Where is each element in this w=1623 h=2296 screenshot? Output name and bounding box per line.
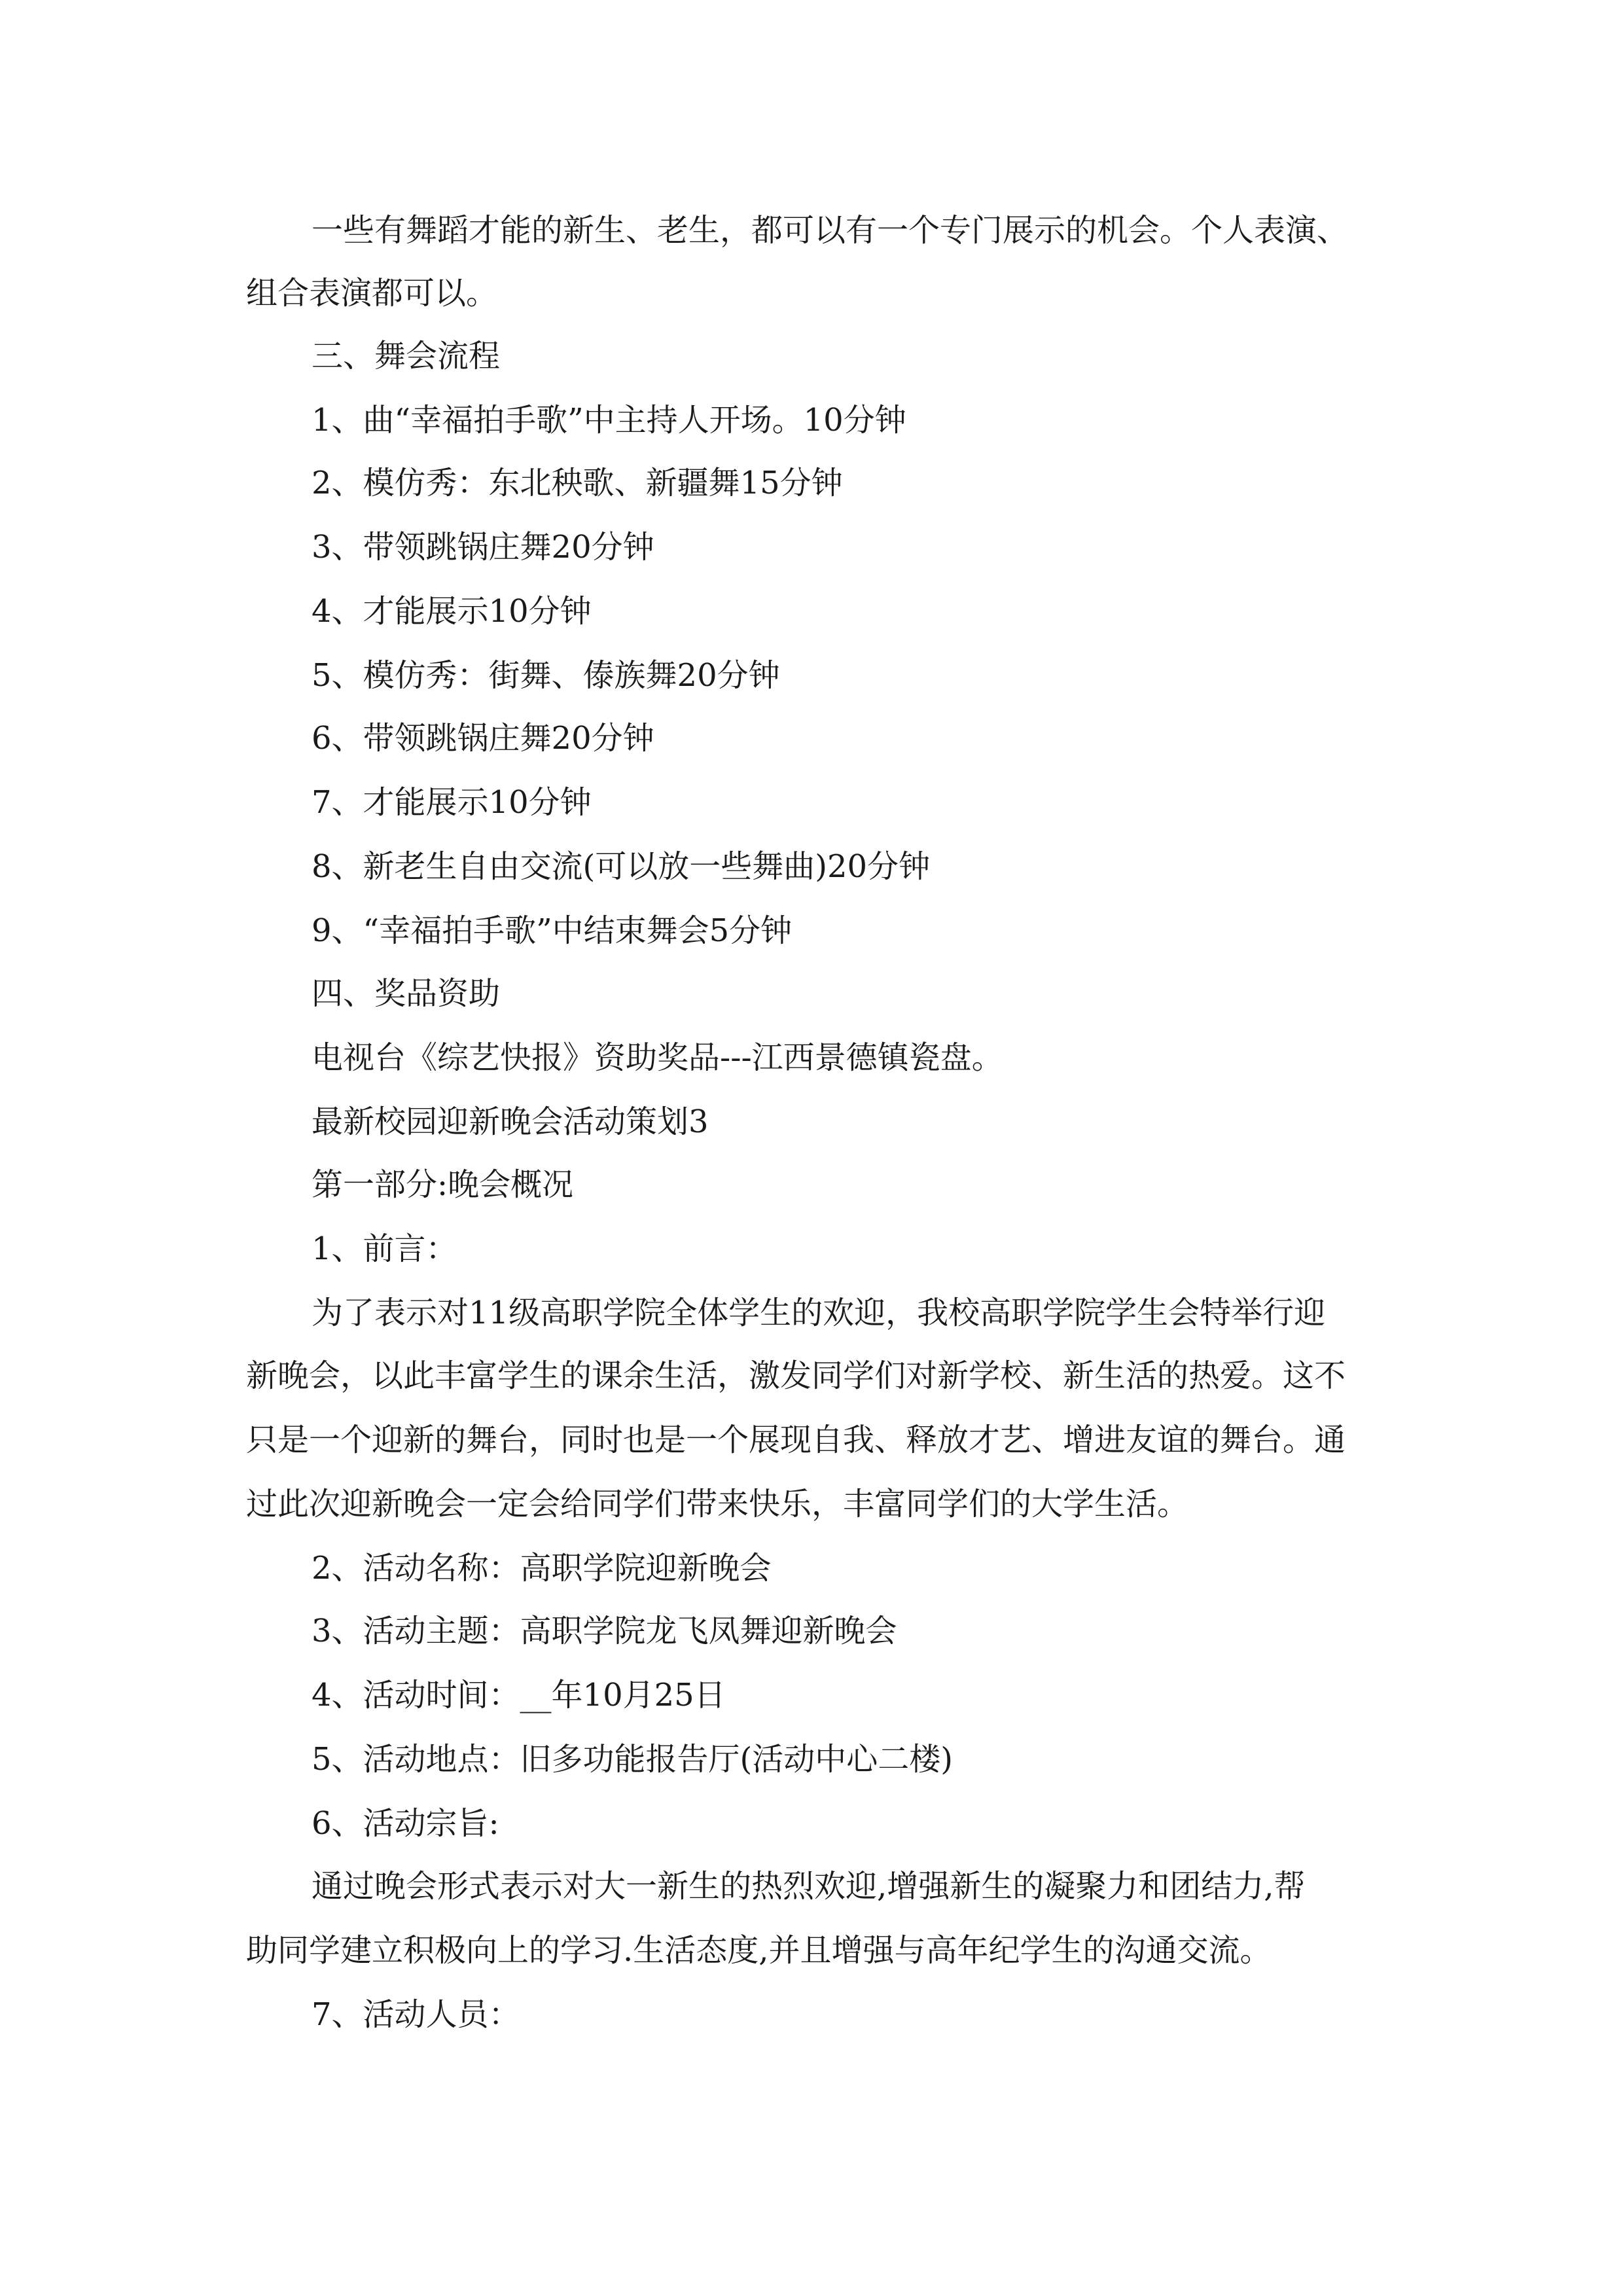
paragraph-line: 一些有舞蹈才能的新生、老生，都可以有一个专门展示的机会。个人表演、 [312, 212, 1349, 249]
paragraph-line: 过此次迎新晚会一定会给同学们带来快乐，丰富同学们的大学生活。 [246, 1486, 1189, 1522]
paragraph-line: 电视台《综艺快报》资助奖品---江西景德镇瓷盘。 [312, 1039, 1003, 1076]
section-heading: 三、舞会流程 [312, 338, 501, 374]
paragraph-line: 只是一个迎新的舞台，同时也是一个展现自我、释放才艺、增进友谊的舞台。通 [246, 1422, 1346, 1458]
list-item: 4、活动时间：__年10月25日 [312, 1677, 726, 1713]
document-title: 最新校园迎新晚会活动策划3 [312, 1103, 709, 1140]
list-item: 6、活动宗旨: [312, 1805, 499, 1842]
paragraph-line: 助同学建立积极向上的学习.生活态度,并且增强与高年纪学生的沟通交流。 [246, 1932, 1272, 1969]
list-item: 3、活动主题：高职学院龙飞凤舞迎新晚会 [312, 1613, 897, 1649]
list-item: 3、带领跳锅庄舞20分钟 [312, 529, 654, 565]
list-item: 8、新老生自由交流(可以放一些舞曲)20分钟 [312, 848, 931, 885]
list-item: 6、带领跳锅庄舞20分钟 [312, 720, 654, 757]
section-heading: 四、奖品资助 [312, 975, 501, 1012]
paragraph-line: 新晚会，以此丰富学生的课余生活，激发同学们对新学校、新生活的热爱。这不 [246, 1357, 1346, 1394]
paragraph-line: 为了表示对11级高职学院全体学生的欢迎，我校高职学院学生会特举行迎 [312, 1295, 1326, 1331]
list-item: 7、活动人员： [312, 1996, 520, 2033]
list-item: 4、才能展示10分钟 [312, 593, 592, 630]
list-item: 9、“幸福拍手歌”中结束舞会5分钟 [312, 912, 793, 949]
list-item: 1、曲“幸福拍手歌”中主持人开场。10分钟 [312, 402, 906, 439]
list-item: 1、前言： [312, 1230, 457, 1267]
paragraph-line: 组合表演都可以。 [246, 275, 498, 312]
section-heading: 第一部分:晚会概况 [312, 1166, 574, 1203]
list-item: 7、才能展示10分钟 [312, 784, 592, 821]
list-item: 2、模仿秀：东北秧歌、新疆舞15分钟 [312, 465, 843, 501]
paragraph-line: 通过晚会形式表示对大一新生的热烈欢迎,增强新生的凝聚力和团结力,帮 [312, 1868, 1306, 1905]
list-item: 2、活动名称：高职学院迎新晚会 [312, 1550, 772, 1587]
list-item: 5、活动地点：旧多功能报告厅(活动中心二楼) [312, 1741, 953, 1778]
list-item: 5、模仿秀：街舞、傣族舞20分钟 [312, 657, 780, 694]
